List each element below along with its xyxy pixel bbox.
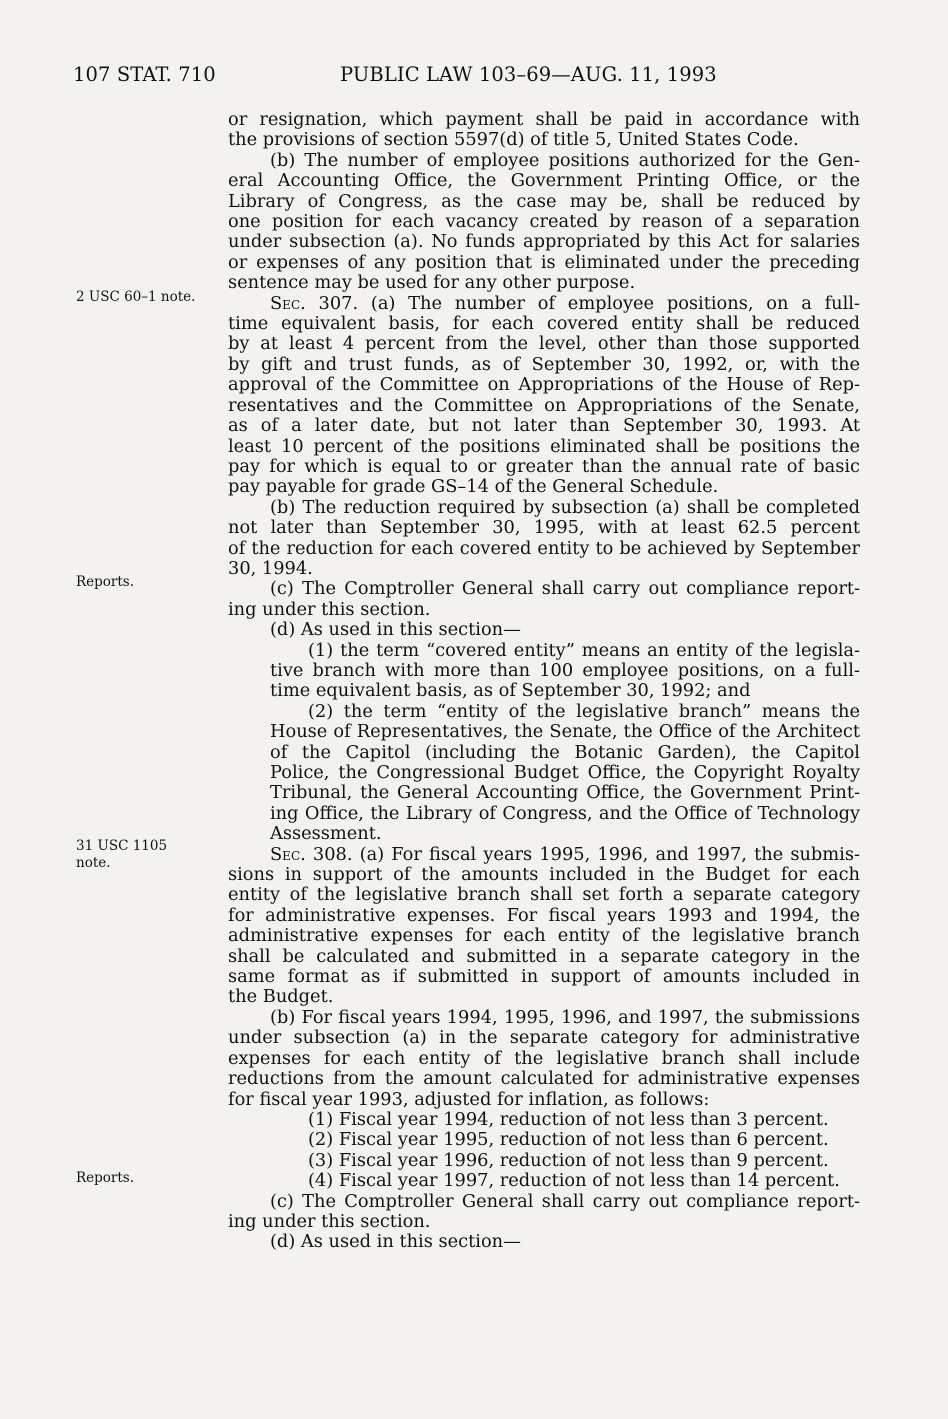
text-line: sions in support of the amounts included in the Budget for each	[228, 865, 860, 886]
text-line: pay payable for grade GS–14 of the General Schedule.	[228, 477, 719, 498]
text-line: shall be calculated and submitted in a separate category in the	[228, 946, 860, 967]
text-line: expenses for each entity of the legislative branch shall include	[228, 1048, 860, 1069]
text-line: eral Accounting Office, the Government Printing Office, or the	[228, 171, 860, 192]
text-line: (2) the term “entity of the legislative branch” means the	[308, 701, 860, 722]
body-text	[228, 110, 860, 1253]
text-line: for fiscal year 1993, adjusted for inflation, as follows:	[228, 1089, 710, 1110]
text-line: under subsection (a). No funds appropriated by this Act for salaries	[228, 232, 860, 253]
text-line: the provisions of section 5597(d) of title 5, United States Code.	[228, 130, 799, 151]
text-line: (b) The number of employee positions authorized for the Gen-	[270, 150, 860, 171]
margin-note-reports: Reports.	[76, 574, 135, 590]
text-line: reductions from the amount calculated for administrative expenses	[228, 1069, 860, 1090]
section-307-heading: Sec. 307. (a) The number of employee positions, on a full-	[270, 293, 860, 314]
text-line: (b) The reduction required by subsection (a) shall be completed	[270, 497, 860, 518]
text-line: not later than September 30, 1995, with at least 62.5 percent	[228, 518, 860, 539]
text-line: one position for each vacancy created by reason of a separation	[228, 212, 860, 233]
margin-note-31-usc-cont: note.	[76, 855, 111, 871]
margin-note-reports-2: Reports.	[76, 1170, 135, 1186]
text-line: sentence may be used for any other purpose.	[228, 273, 636, 294]
margin-note-31-usc: 31 USC 1105	[76, 838, 168, 854]
text-line: of the reduction for each covered entity to be achieved by September	[228, 538, 860, 559]
text-line: administrative expenses for each entity of the legislative branch	[228, 926, 860, 947]
text-line: (c) The Comptroller General shall carry out compliance report-	[270, 579, 860, 600]
text-line: (1) the term “covered entity” means an entity of the legisla-	[308, 640, 860, 661]
text-line: (b) For fiscal years 1994, 1995, 1996, and 1997, the submissions	[270, 1007, 860, 1028]
text-line: pay for which is equal to or greater than the annual rate of basic	[228, 456, 860, 477]
text-line: Library of Congress, as the case may be, shall be reduced by	[228, 191, 860, 212]
text-line: (d) As used in this section—	[270, 1232, 521, 1253]
text-line: ing Office, the Library of Congress, and the Office of Technology	[270, 803, 860, 824]
text-line: same format as if submitted in support of amounts included in	[228, 967, 860, 988]
text-line: (2) Fiscal year 1995, reduction of not less than 6 percent.	[308, 1130, 829, 1151]
text-line: House of Representatives, the Senate, the Office of the Architect	[270, 722, 860, 743]
text-line: 30, 1994.	[228, 558, 313, 579]
text-line: ing under this section.	[228, 599, 431, 620]
text-line: (c) The Comptroller General shall carry out compliance report-	[270, 1191, 860, 1212]
text-line: (d) As used in this section—	[270, 620, 521, 641]
text-line: (1) Fiscal year 1994, reduction of not less than 3 percent.	[308, 1109, 829, 1130]
text-line: of the Capitol (including the Botanic Garden), the Capitol	[270, 742, 860, 763]
text-line: (3) Fiscal year 1996, reduction of not less than 9 percent.	[308, 1150, 829, 1171]
text-line: time equivalent basis, as of September 30, 1992; and	[270, 681, 751, 702]
text-line: under subsection (a) in the separate category for administrative	[228, 1028, 860, 1049]
text-line: Police, the Congressional Budget Office, the Copyright Royalty	[270, 763, 860, 783]
text-line: approval of the Committee on Appropriations of the House of Rep-	[228, 375, 860, 396]
text-line: entity of the legislative branch shall set forth a separate category	[228, 885, 860, 906]
text-line: ing under this section.	[228, 1211, 431, 1232]
text-line: (4) Fiscal year 1997, reduction of not less than 14 percent.	[308, 1171, 840, 1192]
text-line: by at least 4 percent from the level, other than those supported	[228, 334, 860, 355]
text-line: the Budget.	[228, 987, 334, 1008]
text-line: resentatives and the Committee on Appropriations of the Senate,	[228, 395, 860, 416]
text-line: as of a later date, but not later than September 30, 1993. At	[228, 416, 860, 437]
section-308-heading: Sec. 308. (a) For fiscal years 1995, 1996, and 1997, the submis-	[270, 844, 860, 865]
stat-page-number: 107 STAT. 710	[73, 63, 216, 86]
running-header-title: PUBLIC LAW 103–69—AUG. 11, 1993	[340, 63, 717, 86]
text-line: least 10 percent of the positions eliminated shall be positions the	[228, 436, 860, 457]
text-line: . 308. (a) For fiscal years 1995, 1996, and 1997, the submis-	[300, 844, 860, 865]
text-line: for administrative expenses. For fiscal years 1993 and 1994, the	[228, 905, 860, 926]
text-line: Tribunal, the General Accounting Office, the Government Print-	[270, 783, 860, 804]
text-line: Assessment.	[270, 824, 382, 845]
text-line: or expenses of any position that is eliminated under the preceding	[228, 252, 860, 273]
text-line: by gift and trust funds, as of September 30, 1992, or, with the	[228, 354, 860, 375]
text-line: . 307. (a) The number of employee positions, on a full-	[300, 293, 860, 314]
text-line: tive branch with more than 100 employee positions, on a full-	[270, 660, 860, 681]
text-line: or resignation, which payment shall be paid in accordance with	[228, 110, 860, 130]
text-line: time equivalent basis, for each covered entity shall be reduced	[228, 314, 860, 335]
margin-note-2-usc: 2 USC 60–1 note.	[76, 289, 196, 305]
